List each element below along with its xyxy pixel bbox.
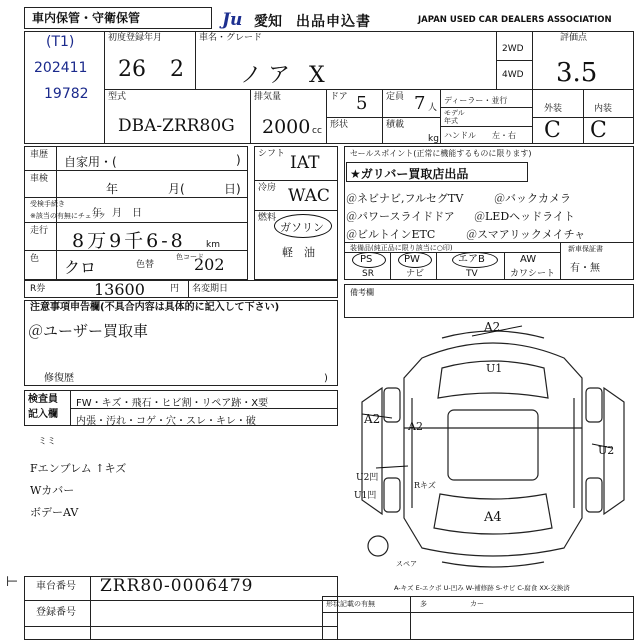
color-value: クロ	[64, 258, 97, 277]
usage-value: 自家用・(	[64, 155, 117, 169]
mileage-value: 8万9千6-8	[72, 230, 186, 252]
reg-year-value: 26	[118, 57, 146, 82]
inspector-item-a-4: リペア跡・	[201, 398, 252, 409]
ju-logo: Ju	[222, 10, 243, 30]
handle-value: 左・右	[492, 131, 516, 140]
new-book-value: 有・無	[570, 263, 600, 274]
stamp-line1: (T1)	[46, 34, 75, 50]
spare-label: スペア	[396, 560, 417, 568]
int-value: C	[590, 118, 607, 143]
capacity-value: 7	[414, 93, 426, 114]
inspector-item-b-5: キレ・	[216, 416, 246, 427]
equip-navi: ナビ	[406, 269, 425, 279]
reg-month-value: 2	[170, 57, 184, 82]
model-year-label2: 年式	[444, 117, 458, 125]
damage-mark-5: A2	[408, 420, 423, 433]
inspector-line1	[76, 394, 268, 409]
capacity-unit: 人	[428, 103, 438, 113]
mileage-label: 走行	[30, 226, 49, 236]
inspection-year: 年	[106, 182, 119, 196]
stamp-line2: 202411	[34, 60, 88, 76]
fuel-gasoline: ガソリン	[280, 221, 324, 234]
ac-label: 冷房	[258, 183, 277, 193]
color-code-label: 色コード	[176, 253, 204, 261]
form-footer-label2: 多	[420, 600, 427, 608]
recycle-value: 13600	[94, 280, 145, 299]
recycle-unit: 円	[170, 284, 180, 294]
inspector-line2	[76, 412, 256, 427]
equip-leather: カワシート	[510, 269, 556, 279]
inspector-item-b-4: スレ・	[186, 416, 216, 427]
chassis-value: ZRR80-0006479	[100, 576, 254, 596]
inspection-sub-date: 年 月 日	[92, 208, 142, 219]
color-code-value: 202	[194, 255, 225, 274]
damage-mark-7: U2凹	[356, 473, 379, 483]
inspector-item-a-3: ヒビ割・	[161, 398, 202, 409]
inspection-day: 日)	[224, 182, 241, 196]
inspector-label2: 記入欄	[28, 409, 58, 420]
drive-4wd: 4WD	[502, 70, 524, 80]
inspector-item-a-2: 飛石・	[131, 398, 162, 409]
sales-item-1: ＠ネビナビ,フルセグTV	[346, 192, 464, 205]
usage-label: 車歴	[30, 150, 49, 160]
equip-sr: SR	[362, 269, 374, 279]
inspection-sub-label: 受検手続き	[30, 200, 65, 208]
equip-tv: TV	[466, 269, 478, 279]
margin-mark: ⊢	[6, 574, 19, 590]
doors-label: ドア	[330, 92, 348, 102]
storage-label: 車内保管・守衛保管	[32, 11, 141, 25]
inspector-label1: 検査員	[28, 394, 58, 405]
sales-item-5: ＠ビルトインETC	[346, 228, 436, 241]
handle-label: ハンドル	[444, 131, 476, 140]
car-name-label: 車名・グレード	[199, 33, 263, 43]
displacement-value: 2000	[262, 116, 311, 138]
damage-mark-9: Rキズ	[414, 481, 436, 490]
inspector-note-3: Wカバー	[30, 484, 75, 497]
inspector-item-a-0: FW・	[76, 398, 102, 409]
repair-close: )	[324, 373, 328, 384]
int-label: 内装	[594, 104, 613, 114]
sales-item-2: ＠バックカメラ	[494, 192, 571, 205]
fuel-diesel: 軽 油	[282, 246, 315, 259]
remarks-box	[344, 284, 634, 318]
recycle-label: R券	[30, 284, 46, 294]
sales-points-label: セールスポイント(正常に機能するものに限ります)	[350, 149, 532, 158]
shape-label: 形状	[330, 120, 349, 130]
ext-label: 外装	[544, 104, 563, 114]
diagram-legend: A-キズ E-エクボ U-凹み W-補修跡 S-サビ C-腐食 XX-交換済	[394, 584, 570, 592]
inspector-item-a-1: キズ・	[101, 398, 132, 409]
damage-mark-8: U1凹	[354, 491, 377, 501]
transfer-label: 名変期日	[192, 284, 229, 294]
recycle-row	[24, 280, 338, 298]
equip-ps: PS	[360, 254, 373, 265]
grade-label: 評価点	[560, 33, 588, 43]
equip-airbag: エアB	[458, 254, 485, 265]
stamp-line3: 19782	[44, 86, 89, 102]
usage-close: )	[236, 153, 241, 167]
capacity-label: 定員	[386, 92, 405, 102]
fuel-label: 燃料	[258, 213, 277, 223]
inspection-month: 月(	[168, 182, 185, 196]
ac-value: WAC	[288, 186, 330, 206]
association-name: JAPAN USED CAR DEALERS ASSOCIATION	[418, 15, 612, 25]
sales-item-6: ＠スマアリックメイチャ	[466, 228, 586, 241]
damage-mark-2: U1	[486, 362, 503, 375]
sales-item-3: ＠パワースライドドア	[346, 210, 455, 223]
damage-mark-1: A2	[484, 320, 501, 334]
equipment-label: 装備品(純正品に限り該当に○印)	[350, 244, 453, 252]
sales-highlight: ★ガリバー買取店出品	[350, 167, 469, 181]
inspector-item-b-0: 内張・	[76, 416, 106, 427]
dealer-label: ディーラー・並行	[444, 96, 508, 105]
form-footer-label3: カー	[470, 600, 484, 608]
car-name-value: ノア X	[240, 63, 331, 88]
model-code-label: 型式	[108, 92, 127, 102]
registration-label: 登録番号	[36, 607, 76, 618]
displacement-label: 排気量	[254, 92, 282, 102]
inspector-item-a-5: X要	[251, 398, 269, 409]
equip-aw: AW	[520, 254, 537, 265]
repair-label: 修復歴	[44, 373, 74, 384]
shift-value: IAT	[290, 153, 320, 173]
region-label: 愛知	[254, 14, 282, 30]
color-change-label: 色替	[136, 260, 155, 270]
damage-mark-4: U2	[598, 444, 615, 457]
color-label: 色	[30, 254, 40, 264]
remarks-label: 備考欄	[350, 288, 374, 297]
inspector-note-4: ボデーAV	[30, 506, 79, 519]
form-title: 出品申込書	[296, 14, 371, 30]
shift-label: シフト	[258, 149, 286, 159]
model-year-label1: モデル	[444, 109, 465, 117]
declaration-label: 注意事項申告欄(不具合内容は具体的に記入して下さい)	[30, 302, 280, 313]
load-unit: kg	[428, 134, 439, 144]
new-book-label: 新車保証書	[568, 245, 603, 253]
form-footer-label1: 形状記載の有無	[326, 600, 375, 608]
damage-mark-6: A4	[484, 510, 502, 525]
car-damage-diagram	[352, 318, 634, 574]
inspection-label: 車検	[30, 174, 49, 184]
inspector-item-b-2: コゲ・	[136, 416, 166, 427]
doors-value: 5	[356, 93, 368, 114]
displacement-unit: cc	[312, 126, 322, 136]
damage-mark-3: A2	[364, 412, 381, 426]
grade-value: 3.5	[556, 58, 598, 88]
inspector-item-b-3: 穴・	[166, 416, 186, 427]
drive-2wd: 2WD	[502, 44, 524, 54]
inspector-item-b-1: 汚れ・	[106, 416, 136, 427]
equip-pw: PW	[404, 254, 420, 265]
declaration-value: ＠ユーザー買取車	[28, 322, 149, 340]
load-label: 積載	[386, 120, 405, 130]
sales-item-4: ＠LEDヘッドライト	[474, 210, 575, 223]
inspector-note-2: Fエンブレム ↑キズ	[30, 462, 127, 475]
mileage-unit: km	[206, 240, 220, 250]
reg-year-label: 初度登録年月	[108, 33, 163, 43]
chassis-label: 車台番号	[36, 581, 76, 592]
inspector-item-b-6: 破	[245, 416, 256, 427]
ext-value: C	[544, 118, 561, 143]
model-code-value: DBA-ZRR80G	[118, 116, 235, 136]
inspector-note-1: ミミ	[38, 437, 57, 447]
inspection-sub-note: ※該当の有無にチェック	[30, 212, 106, 220]
